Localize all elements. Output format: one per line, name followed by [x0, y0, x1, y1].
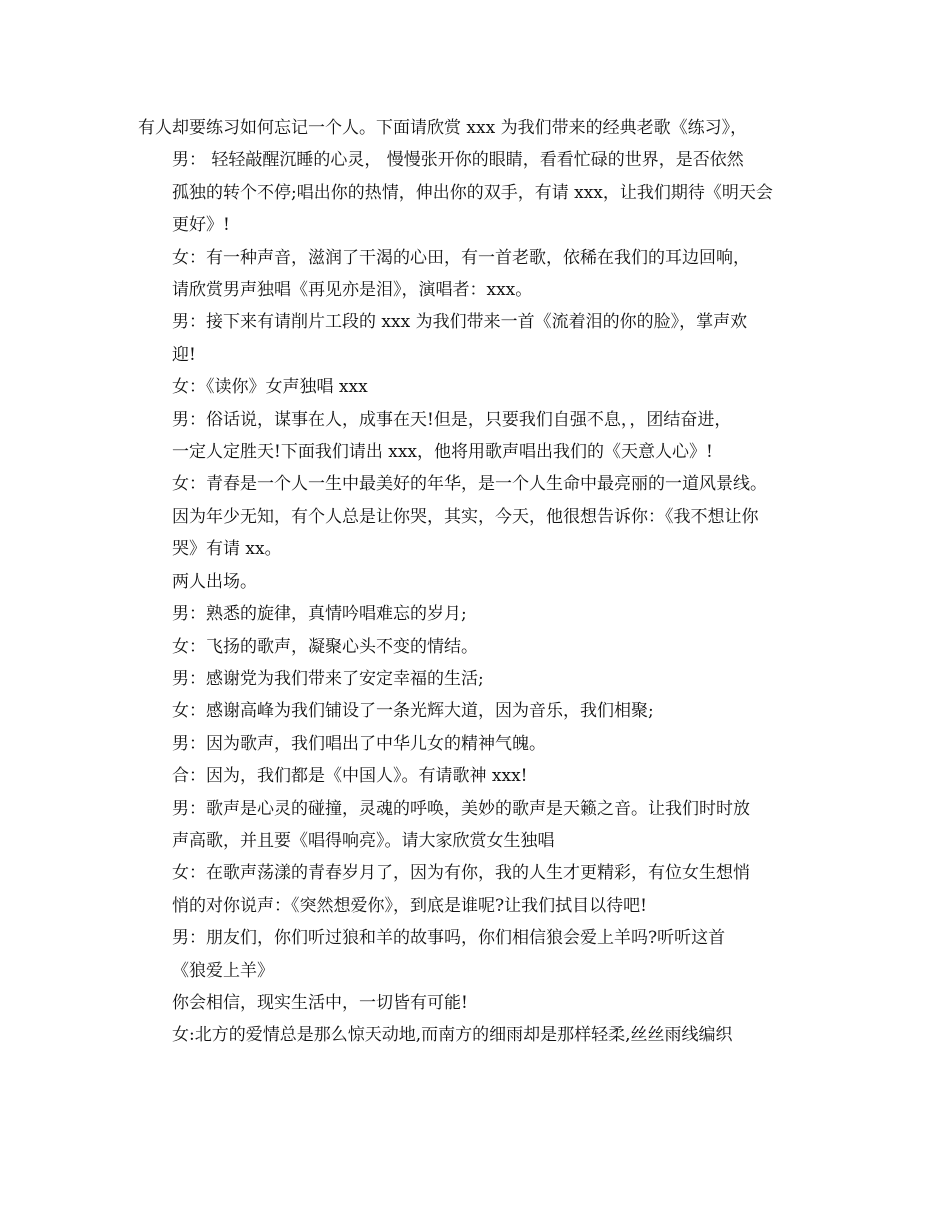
text-line: 女：在歌声荡漾的青春岁月了，因为有你，我的人生才更精彩，有位女生想悄 [172, 863, 750, 884]
paragraph-p17 [138, 987, 838, 1019]
text-line: 男：熟悉的旋律，真情吟唱难忘的岁月; [172, 604, 467, 625]
text-line: 女：《读你》女声独唱 xxx [172, 377, 368, 398]
paragraph-p8 [138, 598, 838, 630]
paragraph-p7 [138, 566, 838, 598]
text-line: 合：因为，我们都是《中国人》。有请歌神 xxx! [172, 766, 528, 787]
paragraph-p2 [138, 242, 838, 307]
text-line: 女：感谢高峰为我们铺设了一条光辉大道，因为音乐，我们相聚; [172, 701, 654, 722]
text-line: 你会相信，现实生活中，一切皆有可能! [172, 992, 468, 1013]
paragraph-p11 [138, 695, 838, 727]
text-line: 更好》! [172, 215, 230, 236]
paragraph-p13 [138, 760, 838, 792]
text-line: 女：有一种声音，滋润了干渴的心田，有一首老歌，依稀在我们的耳边回响， [172, 247, 750, 268]
text-line: 因为年少无知，有个人总是让你哭，其实，今天，他很想告诉你：《我不想让你 [172, 506, 759, 527]
paragraph-p5 [138, 404, 838, 469]
text-line: 有人却要练习如何忘记一个人。下面请欣赏 xxx 为我们带来的经典老歌《练习》， [138, 118, 748, 138]
paragraph-p12 [138, 728, 838, 760]
text-line: 男：朋友们，你们听过狼和羊的故事吗，你们相信狼会爱上羊吗?听听这首 [172, 928, 726, 949]
text-line: 请欣赏男声独唱《再见亦是泪》，演唱者：xxx。 [172, 280, 533, 301]
paragraph-p15 [138, 857, 838, 922]
text-line: 迎! [172, 344, 196, 365]
text-line: 女:北方的爱情总是那么惊天动地,而南方的细雨却是那样轻柔,丝丝雨线编织 [172, 1025, 733, 1046]
text-line: 男：歌声是心灵的碰撞，灵魂的呼唤，美妙的歌声是天籁之音。让我们时时放 [172, 798, 750, 819]
paragraph-p9 [138, 631, 838, 663]
text-line: 男： 轻轻敲醒沉睡的心灵， 慢慢张开你的眼睛，看看忙碌的世界，是否依然 [172, 150, 744, 171]
paragraph-p6 [138, 468, 838, 565]
paragraph-p18 [138, 1019, 838, 1051]
text-line: 女：飞扬的歌声，凝聚心头不变的情结。 [172, 636, 478, 657]
document-body [138, 112, 838, 1052]
text-line: 两人出场。 [172, 571, 257, 592]
text-line: 女：青春是一个人一生中最美好的年华，是一个人生命中最亮丽的一道风景线。 [172, 474, 767, 495]
paragraph-p3 [138, 306, 838, 371]
text-line: 哭》有请 xx。 [172, 539, 282, 560]
text-line: 男：俗话说，谋事在人，成事在天!但是，只要我们自强不息，，团结奋进， [172, 409, 732, 430]
text-line: 孤独的转个不停;唱出你的热情，伸出你的双手，有请 xxx，让我们期待《明天会 [172, 182, 773, 203]
text-line: 一定人定胜天!下面我们请出 xxx，他将用歌声唱出我们的《天意人心》! [172, 442, 713, 463]
paragraph-p4 [138, 371, 838, 403]
paragraph-p10 [138, 663, 838, 695]
paragraph-p16 [138, 922, 838, 987]
paragraph-p14 [138, 793, 838, 858]
text-line: 男：感谢党为我们带来了安定幸福的生活; [172, 668, 484, 689]
text-line: 男：接下来有请削片工段的 xxx 为我们带来一首《流着泪的你的脸》，掌声欢 [172, 312, 748, 333]
paragraph-p0 [138, 112, 838, 144]
text-line: 声高歌，并且要《唱得响亮》。请大家欣赏女生独唱 [172, 830, 555, 851]
paragraph-p1 [138, 144, 838, 241]
text-line: 悄的对你说声：《突然想爱你》，到底是谁呢?让我们拭目以待吧! [172, 895, 647, 916]
text-line: 男：因为歌声，我们唱出了中华儿女的精神气魄。 [172, 733, 546, 754]
text-line: 《狼爱上羊》 [172, 960, 274, 981]
